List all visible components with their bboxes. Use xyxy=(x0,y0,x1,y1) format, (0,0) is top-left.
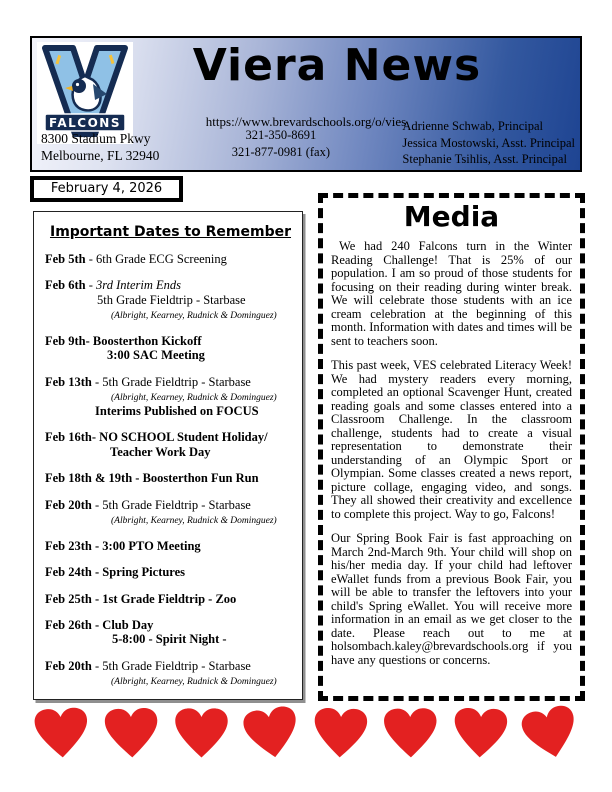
date-item xyxy=(45,565,296,579)
date-item xyxy=(45,539,296,553)
heart-icon xyxy=(173,706,230,761)
date-item xyxy=(45,278,296,322)
date-item-line: 3:00 SAC Meeting xyxy=(107,348,205,363)
date-item-line: (Albright, Kearney, Rudnick & Dominguez) xyxy=(111,515,277,526)
date-item-line: Feb 26th - Club Day xyxy=(45,618,154,633)
heart-icon xyxy=(239,702,304,765)
media-paragraph: This past week, VES celebrated Literacy Week! We had mystery readers every morning, completed an optional Scavenger Hunt, created reading goals and some classes entered into a Classroom Challenge. In the classroom challenge, students had to create a visual representation to demonstrate their understanding of an Olympic Sport or Olympian. Some classes created a news report, picture collage, engaging video, and songs. They all showed their creativity and excellence to complete this project. Way to go, Falcons! xyxy=(331,358,572,521)
school-address xyxy=(41,130,159,168)
date-item xyxy=(45,471,296,485)
heart-icon xyxy=(102,705,161,762)
date-item-line: Interims Published on FOCUS xyxy=(95,404,259,419)
media-paragraph: Our Spring Book Fair is fast approaching on March 2nd-March 9th. Your child will shop on his/her media day. If your child had leftover eWallet funds from a previous Book Fair, you will be able to transfer the leftovers into your child's Spring eWallet. You will receive more information in an email as we get closer to the date. Please reach out to me at holsombach.kaley@brevardschools.org if you have any questions or concerns. xyxy=(331,531,572,667)
newsletter-title: Viera News xyxy=(192,40,482,91)
hearts-row xyxy=(33,706,579,761)
address-line-2: Melbourne, FL 32940 xyxy=(41,148,160,164)
date-item-line: Teacher Work Day xyxy=(110,444,211,459)
date-item xyxy=(45,498,296,527)
date-item xyxy=(45,430,296,459)
masthead-contact-row xyxy=(41,118,575,168)
date-badge: February 4, 2026 xyxy=(30,176,183,202)
date-item-line: Feb 23th - 3:00 PTO Meeting xyxy=(45,538,201,553)
media-panel xyxy=(318,193,585,701)
date-item xyxy=(45,252,296,266)
date-item-line: Feb 24th - Spring Pictures xyxy=(45,565,186,580)
date-item-line: Feb 18th & 19th - Boosterthon Fun Run xyxy=(45,471,259,486)
media-paragraph: We had 240 Falcons turn in the Winter Reading Challenge! That is 25% of our population. I am so proud of those students for focusing on their reading during winter break. We will celebrate those students with an ice cream celebration at the beginning of this month. Information with dates and times will be sent to teachers soon. xyxy=(331,239,572,348)
date-item xyxy=(45,334,296,363)
date-item-line: Feb 16th- NO SCHOOL Student Holiday/ xyxy=(45,430,268,445)
masthead xyxy=(30,36,582,172)
heart-icon xyxy=(516,700,584,766)
date-item xyxy=(45,618,296,647)
heart-icon xyxy=(382,706,440,762)
date-item-line: Feb 20th - 5th Grade Fieldtrip - Starbase xyxy=(45,658,251,673)
date-item-line: (Albright, Kearney, Rudnick & Dominguez) xyxy=(111,677,277,688)
date-item-line: Feb 9th- Boosterthon Kickoff xyxy=(45,334,202,349)
media-heading: Media xyxy=(403,200,500,233)
date-item-line: Feb 5th - 6th Grade ECG Screening xyxy=(45,252,227,266)
media-paragraphs xyxy=(331,240,572,667)
fax-number: 321-877-0981 (fax) xyxy=(231,145,331,160)
heart-icon xyxy=(32,705,92,763)
date-item-line: 5th Grade Fieldtrip - Starbase xyxy=(97,292,246,307)
school-phones xyxy=(232,127,330,168)
date-item-line: (Albright, Kearney, Rudnick & Dominguez) xyxy=(111,393,277,404)
asst-principal-name-1: Jessica Mostowski, Asst. Principal xyxy=(402,135,575,150)
phone-number: 321-350-8691 xyxy=(245,128,317,143)
school-staff xyxy=(402,118,575,168)
heart-icon xyxy=(311,705,370,762)
date-item-line: Feb 25th - 1st Grade Fieldtrip - Zoo xyxy=(45,591,237,606)
date-item-line: Feb 13th - 5th Grade Fieldtrip - Starbase xyxy=(45,374,251,389)
heart-icon xyxy=(451,705,510,762)
principal-name: Adrienne Schwab, Principal xyxy=(402,119,543,134)
dates-heading: Important Dates to Remember xyxy=(49,224,292,240)
date-item-line: Feb 20th - 5th Grade Fieldtrip - Starbase xyxy=(45,497,251,512)
date-item xyxy=(45,659,296,688)
school-url: https://www.brevardschools.org/o/vies xyxy=(205,114,407,129)
date-item xyxy=(45,375,296,419)
logo-text: FALCONS xyxy=(49,116,121,130)
date-item-line: 5-8:00 - Spirit Night - xyxy=(112,632,227,647)
date-item-line: Feb 6th - 3rd Interim Ends xyxy=(45,278,181,293)
date-item-line: (Albright, Kearney, Rudnick & Dominguez) xyxy=(111,311,277,322)
dates-list xyxy=(45,252,296,688)
address-line-1: 8300 Stadium Pkwy xyxy=(41,130,151,146)
date-item xyxy=(45,592,296,606)
asst-principal-name-2: Stephanie Tsihlis, Asst. Principal xyxy=(402,151,567,166)
important-dates-panel xyxy=(33,211,303,700)
